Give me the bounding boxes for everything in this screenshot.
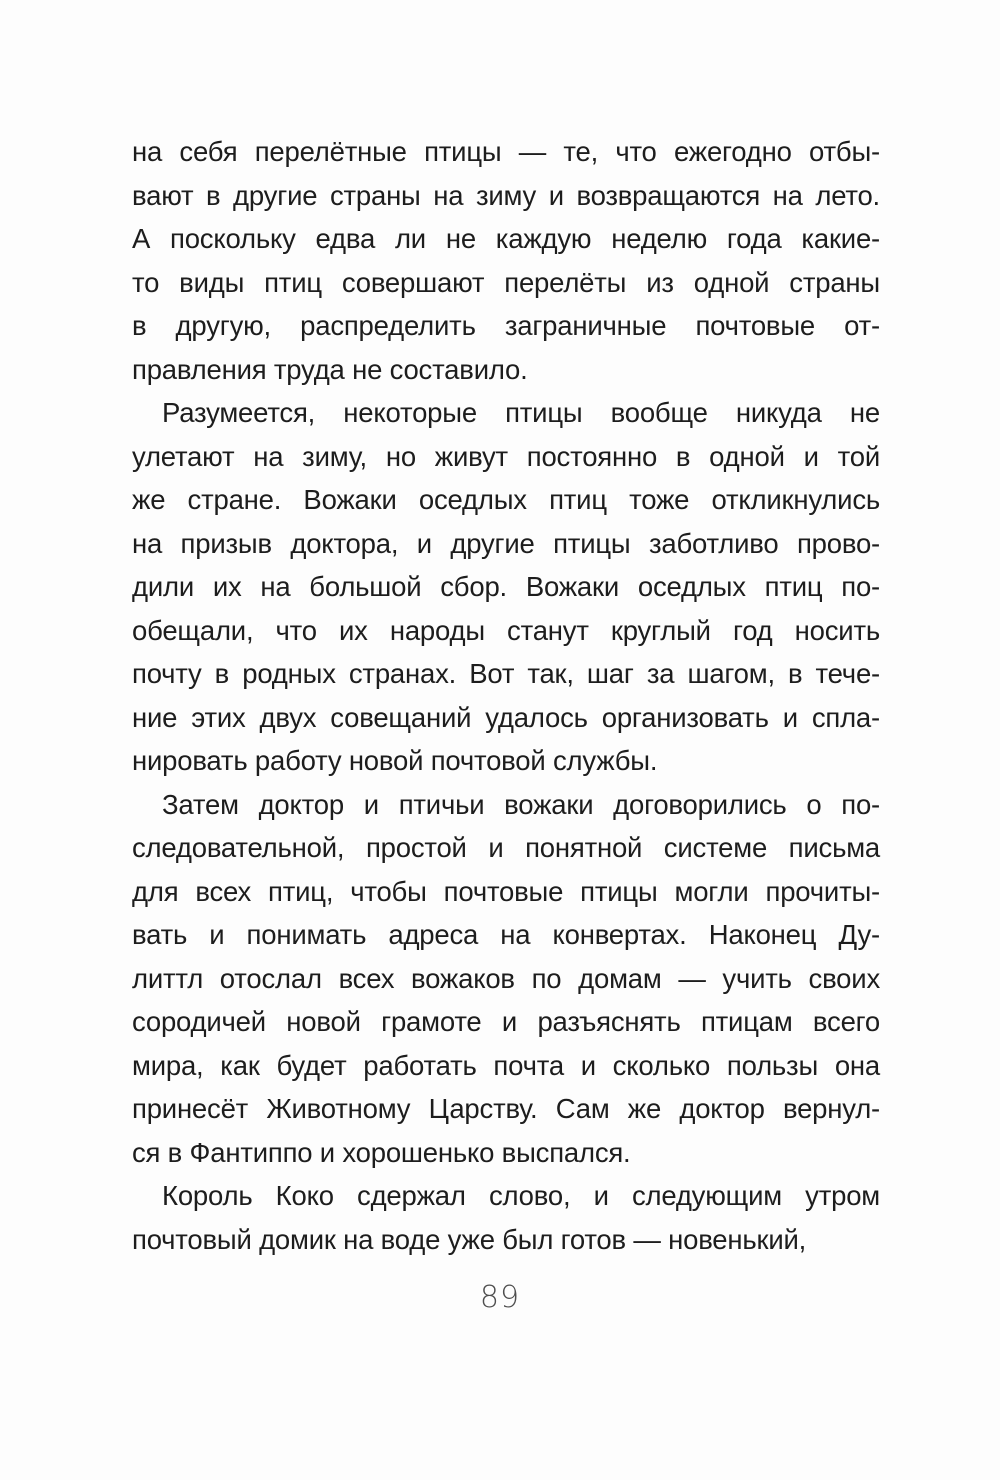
text-line: почту в родных странах. Вот так, шаг за шагом, в тече- <box>132 658 880 689</box>
text-line: принесёт Животному Царству. Сам же доктор вернул- <box>132 1093 880 1124</box>
text-line: А поскольку едва ли не каждую неделю года какие- <box>132 223 880 254</box>
text-line: то виды птиц совершают перелёты из одной страны <box>132 266 880 298</box>
page-number: 89 <box>479 1280 521 1315</box>
text-line: в другую, распределить заграничные почтовые от- <box>132 310 880 341</box>
text-line: нировать работу новой почтовой службы. <box>132 745 658 776</box>
text-line: дили их на большой сбор. Вожаки оседлых птиц по- <box>132 571 880 602</box>
text-line: вать и понимать адреса на конвертах. Наконец Ду- <box>132 919 880 950</box>
text-line: следовательной, простой и понятной системе письма <box>132 832 880 863</box>
text-line: литтл отослал всех вожаков по домам — учить своих <box>132 962 880 994</box>
paragraph <box>132 130 880 391</box>
text-line: правления труда не составило. <box>132 353 528 385</box>
paragraph <box>132 783 880 1175</box>
text-block <box>132 130 880 1261</box>
text-line: улетают на зиму, но живут постоянно в одной и той <box>132 440 880 472</box>
text-line: вают в другие страны на зиму и возвращаются на лето. <box>132 179 880 211</box>
text-line: почтовый домик на воде уже был готов — новенький, <box>132 1223 807 1255</box>
text-line: Король Коко сдержал слово, и следующим утром <box>162 1180 880 1211</box>
text-line: на себя перелётные птицы — те, что ежегодно отбы- <box>132 136 880 167</box>
text-line: мира, как будет работать почта и сколько пользы она <box>132 1049 880 1081</box>
text-line: на призыв доктора, и другие птицы заботливо прово- <box>132 527 880 559</box>
text-line: же стране. Вожаки оседлых птиц тоже откликнулись <box>132 484 880 515</box>
text-line: ся в Фантиппо и хорошенько выспался. <box>132 1136 631 1168</box>
text-line: сородичей новой грамоте и разъяснять птицам всего <box>132 1006 880 1037</box>
paragraph <box>132 391 880 783</box>
text-line: ние этих двух совещаний удалось организовать и спла- <box>132 701 880 733</box>
text-line: обещали, что их народы станут круглый год носить <box>132 614 880 646</box>
text-line: для всех птиц, чтобы почтовые птицы могли прочиты- <box>132 875 880 907</box>
text-line: Разумеется, некоторые птицы вообще никуда не <box>162 397 880 428</box>
paragraph <box>132 1174 880 1261</box>
text-line: Затем доктор и птичьи вожаки договорились о по- <box>162 788 880 820</box>
